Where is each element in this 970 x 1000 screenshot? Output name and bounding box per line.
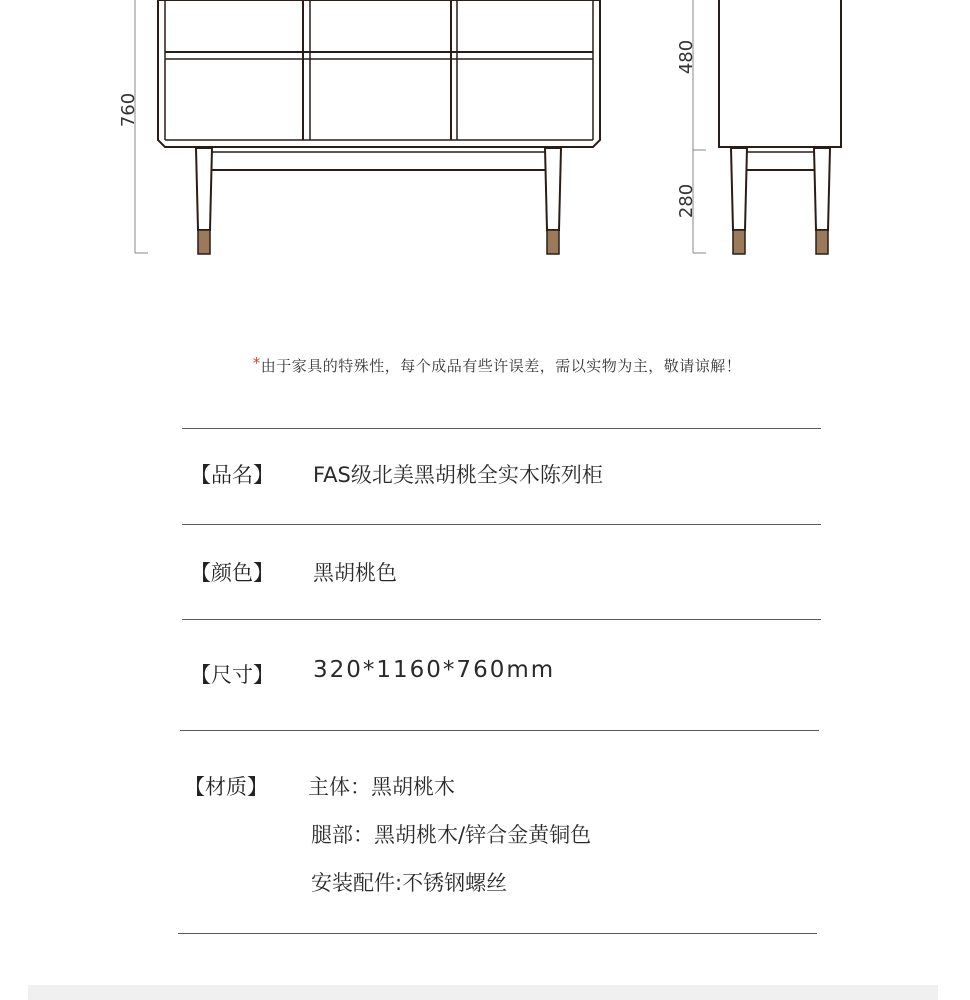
divider-size — [180, 730, 819, 731]
divider-bottom — [178, 933, 817, 934]
bottom-band — [28, 985, 938, 1000]
asterisk-mark: * — [252, 354, 261, 372]
total-height-label: 760 — [118, 92, 139, 128]
side-view — [719, 0, 841, 254]
side-leg-left — [731, 148, 747, 230]
divider-top — [182, 428, 821, 429]
cabinet-height-label: 480 — [676, 39, 697, 75]
front-frame — [158, 0, 600, 147]
leg-height-label: 280 — [676, 183, 697, 219]
divider-name — [182, 524, 821, 525]
spec-material-line-1: 主体：黑胡桃木 — [308, 775, 455, 799]
divider-color — [182, 619, 821, 620]
disclaimer-note — [0, 355, 970, 376]
spec-material-label: 【材质】 — [184, 775, 268, 799]
front-view — [158, 0, 600, 254]
spec-size-label: 【尺寸】 — [190, 663, 274, 687]
side-frame — [719, 0, 841, 147]
spec-name-label: 【品名】 — [190, 463, 274, 487]
spec-material-line-2: 腿部：黑胡桃木/锌合金黄铜色 — [311, 823, 592, 847]
spec-name-value: FAS级北美黑胡桃全实木陈列柜 — [313, 463, 603, 487]
spec-size-value: 320*1160*760mm — [313, 657, 556, 683]
front-leg-left — [196, 148, 212, 230]
front-leg-right — [545, 148, 561, 230]
disclaimer-text: 由于家具的特殊性，每个成品有些许误差，需以实物为主，敬请谅解！ — [260, 357, 742, 375]
side-leg-right — [814, 148, 830, 230]
spec-color-value: 黑胡桃色 — [313, 561, 397, 585]
cabinet-technical-drawing — [0, 0, 970, 300]
spec-material-line-3: 安装配件:不锈钢螺丝 — [311, 871, 508, 895]
spec-color-label: 【颜色】 — [190, 561, 274, 585]
